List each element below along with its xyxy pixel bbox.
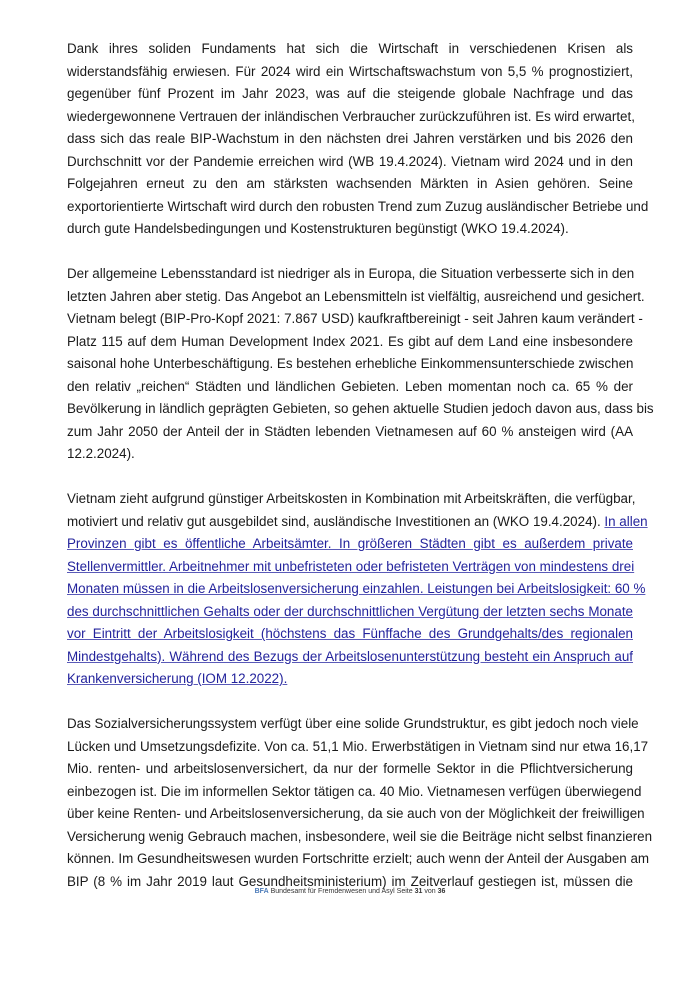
text-line [67,826,653,849]
text-segment: Der allgemeine Lebensstandard ist niedriger als in Europa, die Situation verbesserte sich in den [67,266,635,281]
text-segment: dass sich das reale BIP-Wachstum in den nächsten drei Jahren verstärken und bis 2026 den [67,131,633,146]
text-line [67,61,633,84]
text-segment: einbezogen ist. Die im informellen Sektor tätigen ca. 40 Mio. Vietnamesen verfügen überwiegend [67,783,642,799]
text-line [67,173,633,196]
text-line [67,443,633,466]
text-segment: können. Im Gesundheitswesen wurden Fortschritte erzielt; auch wenn der Anteil der Ausgaben am [67,851,650,866]
text-line [67,218,633,241]
text-segment: exportorientierte Wirtschaft wird durch den robusten Trend zum Zuzug ausländischer Betriebe und [67,198,649,214]
text-segment: gegenüber fünf Prozent im Jahr 2023, was auf die steigende globale Nachfrage und das [67,86,633,101]
text-segment: den relativ „reichen“ Städten und ländlichen Gebieten. Leben momentan noch ca. 65 % der [67,378,633,394]
text-line [67,758,633,781]
text-line [67,646,633,669]
text-line [67,623,633,646]
footer-page-label: Seite [396,888,413,895]
text-segment: zum Jahr 2050 der Anteil der in Städten lebenden Vietnamesen auf 60 % ansteigen wird (AA [67,423,633,439]
hyperlink-text[interactable]: Provinzen gibt es öffentliche Arbeitsämter. In größeren Städten gibt es außerdem private [67,536,633,551]
text-segment: Mio. renten- und arbeitslosenversichert, da nur der formelle Sektor in die Pflichtversicherung [67,761,633,776]
hyperlink-text[interactable]: In allen [604,513,648,529]
text-line [67,398,654,421]
text-line [67,601,633,624]
paragraph [67,713,653,893]
hyperlink-text[interactable]: Krankenversicherung (IOM 12.2022). [67,671,288,686]
text-line [67,151,633,174]
footer-page-number: 31 [414,888,423,895]
text-segment: durch gute Handelsbedingungen und Kostenstrukturen begünstigt (WKO 19.4.2024). [67,221,569,236]
text-line [67,263,633,286]
text-line [67,376,633,399]
text-line [67,331,633,354]
text-segment: wiedergewonnene Vertrauen der inländischen Verbraucher zurückzuführen ist. Es wird erwartet, [67,108,635,124]
text-line [67,511,648,534]
text-line [67,128,633,151]
text-line [67,848,650,871]
text-line [67,533,633,556]
text-line [67,308,643,331]
text-line [67,421,633,444]
footer-total-pages: 36 [437,888,446,895]
text-segment: letzten Jahren aber stetig. Das Angebot an Lebensmitteln ist vielfältig, ausreichend und gesichert. [67,288,645,304]
text-line [67,83,633,106]
text-line [67,38,633,61]
text-segment: über keine Renten- und Arbeitslosenversicherung, da sie auch von der Möglichkeit der freiwilligen [67,806,645,821]
text-segment: Bevölkerung in ländlich geprägten Gebieten, so gehen aktuelle Studien jedoch davon aus, dass bis [67,401,654,416]
text-segment: saisonal hohe Unterbeschäftigung. Es bestehen erhebliche Einkommensunterschiede zwischen [67,356,634,371]
document-body [67,38,654,916]
text-segment: Vietnam zieht aufgrund günstiger Arbeitskosten in Kombination mit Arbeitskräften, die verfügbar, [67,491,636,506]
page-footer [0,887,700,897]
hyperlink-text[interactable]: des durchschnittlichen Gehalts oder der durchschnittlichen Vergütung der letzten sechs Monate [67,603,633,619]
text-line [67,488,636,511]
footer-organization: Bundesamt für Fremdenwesen und Asyl [270,888,395,895]
text-segment: widerstandsfähig erwiesen. Für 2024 wird ein Wirtschaftswachstum von 5,5 % prognostiziert, [67,63,633,79]
text-segment: 12.2.2024). [67,446,135,461]
hyperlink-text[interactable]: vor Eintritt der Arbeitslosigkeit (höchstens das Fünffache des Grundgehalts/des regionalen [67,626,633,641]
hyperlink-text[interactable]: Stellenvermittler. Arbeitnehmer mit unbefristeten oder befristeten Verträgen von mindestens drei [67,558,635,574]
text-line [67,713,639,736]
text-line [67,578,646,601]
text-line [67,736,649,759]
hyperlink-text[interactable]: Mindestgehalts). Während des Bezugs der Arbeitslosenunterstützung besteht ein Anspruch auf [67,648,633,664]
paragraph [67,488,648,691]
footer-of-label: von [424,888,436,895]
text-line [67,781,642,804]
text-segment: Versicherung wenig Gebrauch machen, insbesondere, weil sie die Beiträge nicht selbst finanzieren [67,828,653,844]
text-segment: Dank ihres soliden Fundaments hat sich die Wirtschaft in verschiedenen Krisen als [67,41,633,56]
text-line [67,556,633,579]
footer-brand-logo: BFA [254,888,269,895]
text-line [67,353,633,376]
paragraph [67,38,649,241]
text-segment: Lücken und Umsetzungsdefizite. Von ca. 51,1 Mio. Erwerbstätigen in Vietnam sind nur etwa 16,17 [67,738,649,754]
text-line [67,106,633,129]
text-line [67,286,645,309]
hyperlink-text[interactable]: Monaten müssen in die Arbeitslosenversicherung einzahlen. Leistungen bei Arbeitslosigkeit: 60 % [67,581,646,596]
text-line [67,668,633,691]
text-line [67,196,649,219]
text-segment: motiviert und relativ gut ausgebildet sind, ausländische Investitionen an (WKO 19.4.2024). [67,513,605,529]
text-segment: BIP (8 % im Jahr 2019 laut Gesundheitsministerium) im Zeitverlauf gestiegen ist, müssen die [67,873,633,889]
text-segment: Durchschnitt vor der Pandemie erreichen wird (WB 19.4.2024). Vietnam wird 2024 und in den [67,153,633,169]
text-line [67,803,645,826]
text-segment: Platz 115 auf dem Human Development Index 2021. Es gibt auf dem Land eine insbesondere [67,333,633,349]
text-segment: Das Sozialversicherungssystem verfügt über eine solide Grundstruktur, es gibt jedoch noch viele [67,716,639,731]
paragraph [67,263,654,466]
text-segment: Folgejahren erneut zu den am stärksten wachsenden Märkten in Asien gehören. Seine [67,176,633,191]
text-segment: Vietnam belegt (BIP-Pro-Kopf 2021: 7.867 USD) kaufkraftbereinigt - seit Jahren kaum verändert - [67,311,643,326]
